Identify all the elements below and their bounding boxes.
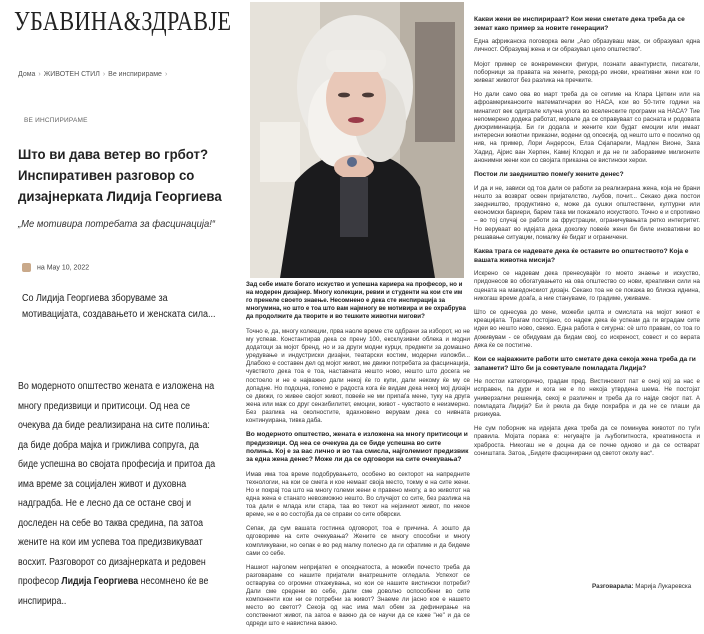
answer-paragraph-1: Точно е, да, многу колекции, прва наоле време сте одбрани за изборот, но не му успеав. Константирав дека се прену 100, ексклузивни облека и модни додатоци за мојот бренд, но и за други модни курци, предмети за домашно уредување и индустриски дизајни, театарски костим, модерни изложби... Длабоко е составен дел од мојот живот, ме движи потребата за фасцинација, чувството дека тоа е тоа, наставната нешто ново, нешто што досега не постоело и не е најважно дали некој ќе го купи, дали некому ќе му се допадне. Но подоцна, големо е радоста кога ќе видам дека некој мој дизајн се движи, го живее својот живот, повеќе не ми припаѓа мене, туку на друга жена или маж со друг сензибилитет, емоции, живот - чувството е неизмерно. Без разлика на околностите, вдахновено верувам дека со нивната континуирана, тивка даба.	[246, 328, 470, 425]
interview-question-5: Каква трага се надевате дека ќе оставите во општеството? Која е вашата животна мисија?	[474, 248, 689, 264]
answer-paragraph-7: Но дали само ова во март треба да се сетиме на Клара Цеткин или на афроамериканските математичарки во НАСА, кои во 50-тите години на минатиот век одиграле клучна улога во вселенските програми на НАСА? Тие непомерено додека работат, морале да се справуваат со расната и родовата дискриминација. Би ги додала и жените кои будат емоции или имаат интересни животни приказни, водени од опсесија, од нешто што е посилно од нив, на пример, Лори Андерсон, Елза Скјапарели, Мадлен Вионе, Заха Хадид, Ајрис ван Херпен, Камиј Клодел и да не ги заборавиме милионите анонимни жени кои со својата приказна се вистински херои.	[474, 91, 700, 164]
interview-middle-column	[246, 281, 470, 634]
article-intro	[18, 377, 219, 611]
site-logo[interactable]: УБАВИНА&ЗДРАВЈЕ	[14, 6, 232, 36]
designer-name: Лидија Георгиева	[61, 576, 139, 587]
interview-right-column	[474, 16, 700, 464]
answer-paragraph-3: Сепак, да сум вашата гостинка одговорот, тоа е причина. А зошто да одговориме на сите очекувања? Жените се многу способни и многу компликувани, но сепак е во ред малку полесно да ги сфатиме и да бидеме сами со себе.	[246, 525, 470, 557]
chevron-right-icon: ›	[102, 71, 106, 78]
interview-question-1: Зад себе имате богато искуство и успешна кариера на професор, но и на модерен дизајнер. Многу колекции, ревии и студенти на кои сте им го пренеле своето знаење. Несомнено е дека сте инспирација за многумина, но што е тоа што вам најмногу ве мотивира и ве охрабрува да продолжите да творите и во тешките животни мигови?	[246, 281, 466, 320]
answer-paragraph-11: Не постои категорично, градам пред. Вистинскиот пат е оној кој за нас е исправен, па дури и кога не е по некоја утврдена шема. Не постојат универзални решенија, секој е различен и треба да го најде својот пат. А помладата Лидија? Би ѝ рекла да биде похрабра и да не се плаши да ризикува.	[474, 378, 700, 419]
answer-paragraph-6: Мојот пример се вонвременски фигури, познати авантуристи, писатели, поборници за правата на жените, рекорд-ро инови, креативни жени кои го живеат животот без разлика на пречките.	[474, 60, 700, 84]
intro-text-end: несомнено ќе ве инспирира..	[18, 576, 209, 607]
breadcrumb-item-home[interactable]: Дома	[18, 71, 36, 78]
answer-paragraph-4: Нашиот најголем непријател е опседнатоста, а можеби почесто треба да разговараме со нашите пријатели внатрешните огледала. Успехот се остварува со огромни откажувања, но кои се нашите вистински потреби? Дали сме средени во себе, дали сме доволно оспособени во сите компоненти кои ни се потребни за живот? Знаеме ли јасно кое е нашето место во светот? Секоја од нас има мал обем за дефинирање на сопствениот живот, па затоа е важно да се научи да се каже "не" и да се одреди што е навистина важно.	[246, 563, 470, 628]
article-signature	[592, 583, 691, 590]
designer-photo	[250, 2, 464, 278]
article-byline	[22, 263, 89, 272]
publish-date: на May 10, 2022	[37, 264, 90, 272]
interview-question-3: Какви жени ве инспирираат? Кои жени сметате дека треба да се земат како пример за новите генерации?	[474, 16, 685, 32]
answer-paragraph-9: Искрено се надевам дека пренесувајќи го моето знаење и искуство, придонесов во обогатувањето на ова општество со нови, креативни сили на сцената на македонскиот дизајн. Секако тоа не се покажа во блиска иднина, никогаш време доаѓа, а ние стануваме, го градиме, уживаме.	[474, 270, 700, 302]
article-title: Што ви дава ветер во грбот? Инспиративен разговор со дизајнерката Лидија Георгиева	[18, 147, 222, 205]
answer-paragraph-10: Што сe однесува до мене, можеби целта и смислата на мојот живот е креацијата. Трагам постојано, со надеж дека ќе успеам да ги вградам сите идеи во нешто ново, свежо. Една работа е сигурна: сè што правам, со тоа го доживувам - се обидувам да бидам свој, со искреност, совест и со верата дека ќе се постигне.	[474, 309, 700, 349]
portrait-image	[250, 2, 464, 278]
answer-paragraph-8: И да и не, зависи од тоа дали се работи за реализирана жена, која не брани нешто за возврат освен пријателство, љубов, почит... Секако дека постои заедништво, продуктивно е, може да сушки општествени, културни или економски бариери, барем така ми покажало искуството. Точно е и спротивно – во тој случај се работи за фрустрации, ограничувањата ретко интегритет. Но веруваат во идејата дека доколку повеќе жени би биле иновативни во решавање ситуации, помалку ќе бидат и ограничени.	[474, 184, 700, 241]
article-quote: „Ме мотивира потребата за фасцинација!“	[18, 218, 215, 230]
interview-question-4: Постои ли заедништво помеѓу жените денес?	[474, 171, 624, 179]
article-lead: Со Лидија Георгиева зборуваме за мотивацијата, создавањето и женската сила...	[22, 293, 216, 320]
answer-paragraph-5: Една африканска поговорка вели „Ако образуваш маж, си образувал една личност. Образувај жена и си образувал цело општество“.	[474, 38, 700, 54]
signature-label: Разговарала:	[592, 583, 634, 590]
left-column	[0, 0, 240, 607]
interview-question-2: Во модерното општество, жената е изложена на многу притисоци и предизвици. Од неа се очекува да се биде успешна во сите полиња. Кој е за вас лично и во таа смисла, најголемиот предизвик за една жена денес? Може ли да се одговори на сите очекувања?	[246, 431, 469, 464]
author-avatar	[22, 263, 31, 272]
answer-paragraph-2: Имав има тоа време подобрувањето, особено во секторот на напредните технологии, на кои се смета и кое немаат своја место, токму е на сите жени. Но и покрај тоа што на многу големи жени е правено многу, а во животот на една жена е станато невозможно нешто. Во случајот со сите, без разлика на тоа дали е млада или стара, таа во текот на нејзиниот живот, по некое време, не е во состојба да се справи со сите обврски.	[246, 470, 470, 519]
category-label[interactable]: ВЕ ИНСПИРИРАМЕ	[24, 117, 88, 124]
signature-author: Марија Лукаревска	[635, 583, 692, 590]
answer-paragraph-12: Не сум поборник на идејата дека треба да се поминува животот по туѓи правила. Мојата порака е: негувајте ја љубопитноста, креативноста и храброста. Никогаш не е доцна да се почне одново и да се остварат соништата. Затоа, „Бидете фасцинирани од светот околу вас“.	[474, 425, 700, 457]
breadcrumb-item-lifestyle[interactable]: ЖИВОТЕН СТИЛ	[43, 71, 100, 78]
breadcrumb-item-inspire[interactable]: Ве инспирираме	[108, 71, 162, 78]
intro-text: Во модерното општество жената е изложена на многу предизвици и притисоци. Од неа се очекува да биде реализирана на сите полиња: да биде добра мајка и грижлива сопруга, да биде успешна во својата професија и притоа да има време за социјален живот и духовна надградба. Не е лесно да се остане свој и доследен на себе во таква средина, па затоа жените на кои им успева тоа предизвикуваат восхит. Разговорот со дизајнерката и редовен професор	[18, 381, 216, 587]
chevron-right-icon: ›	[38, 71, 41, 78]
interview-question-6: Кои се најважните работи што сметате дека секоја жена треба да ги запамети? Што би ја советувале помладата Лидија?	[474, 356, 696, 372]
chevron-right-icon: ›	[164, 71, 168, 78]
breadcrumb	[18, 71, 170, 78]
